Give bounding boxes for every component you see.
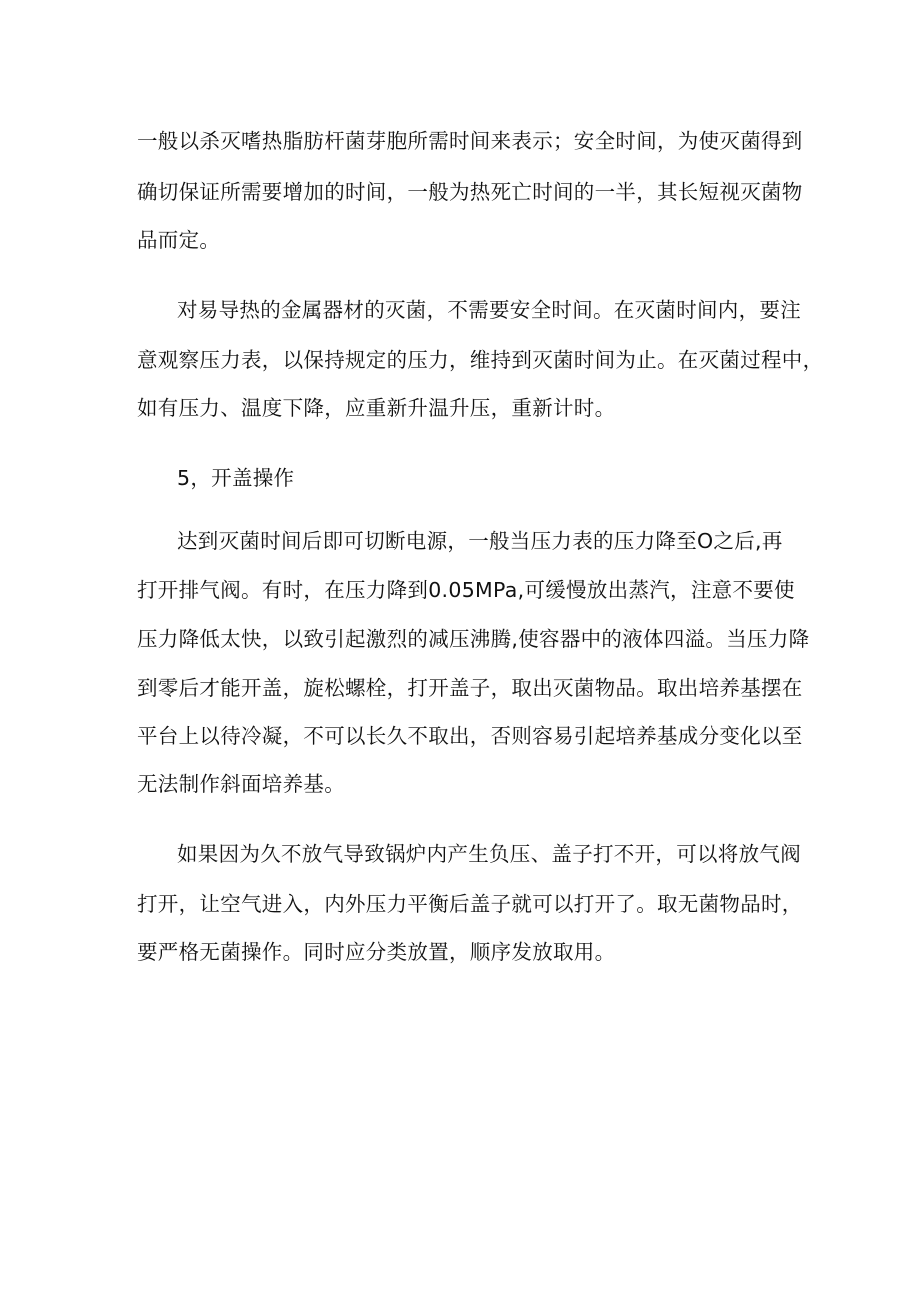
text-line: 要严格无菌操作。同时应分类放置，顺序发放取用。 [137,940,616,964]
text-line: 如果因为久不放气导致锅炉内产生负压、盖子打不开，可以将放气阀 [177,842,801,866]
text-line: 压力降低太快，以致引起激烈的减压沸腾,使容器中的液体四溢。当压力降 [137,627,810,651]
section-heading-text: 5，开盖操作 [177,466,295,490]
text-line: 无法制作斜面培养基。 [137,772,345,796]
text-line: 意观察压力表，以保持规定的压力，维持到灭菌时间为止。在灭菌过程中， [137,348,824,372]
text-line: 平台上以待冷凝，不可以长久不取出，否则容易引起培养基成分变化以至 [137,724,803,748]
text-line: 一般以杀灭嗜热脂肪杆菌芽胞所需时间来表示；安全时间，为使灭菌得到 [137,129,803,153]
text-line: 到零后才能开盖，旋松螺栓，打开盖子，取出灭菌物品。取出培养基摆在 [137,676,803,700]
text-line: 品而定。 [137,228,221,252]
text-line: 如有压力、温度下降，应重新升温升压，重新计时。 [137,396,616,420]
text-line: 达到灭菌时间后即可切断电源，一般当压力表的压力降至O之后,再 [177,529,783,553]
text-line: 打开排气阀。有时，在压力降到0.05MPa,可缓慢放出蒸汽，注意不要使 [137,578,795,602]
text-line: 确切保证所需要增加的时间，一般为热死亡时间的一半，其长短视灭菌物 [137,180,803,204]
text-line: 对易导热的金属器材的灭菌，不需要安全时间。在灭菌时间内，要注 [177,298,801,322]
text-line: 打开，让空气进入，内外压力平衡后盖子就可以打开了。取无菌物品时， [137,892,803,916]
